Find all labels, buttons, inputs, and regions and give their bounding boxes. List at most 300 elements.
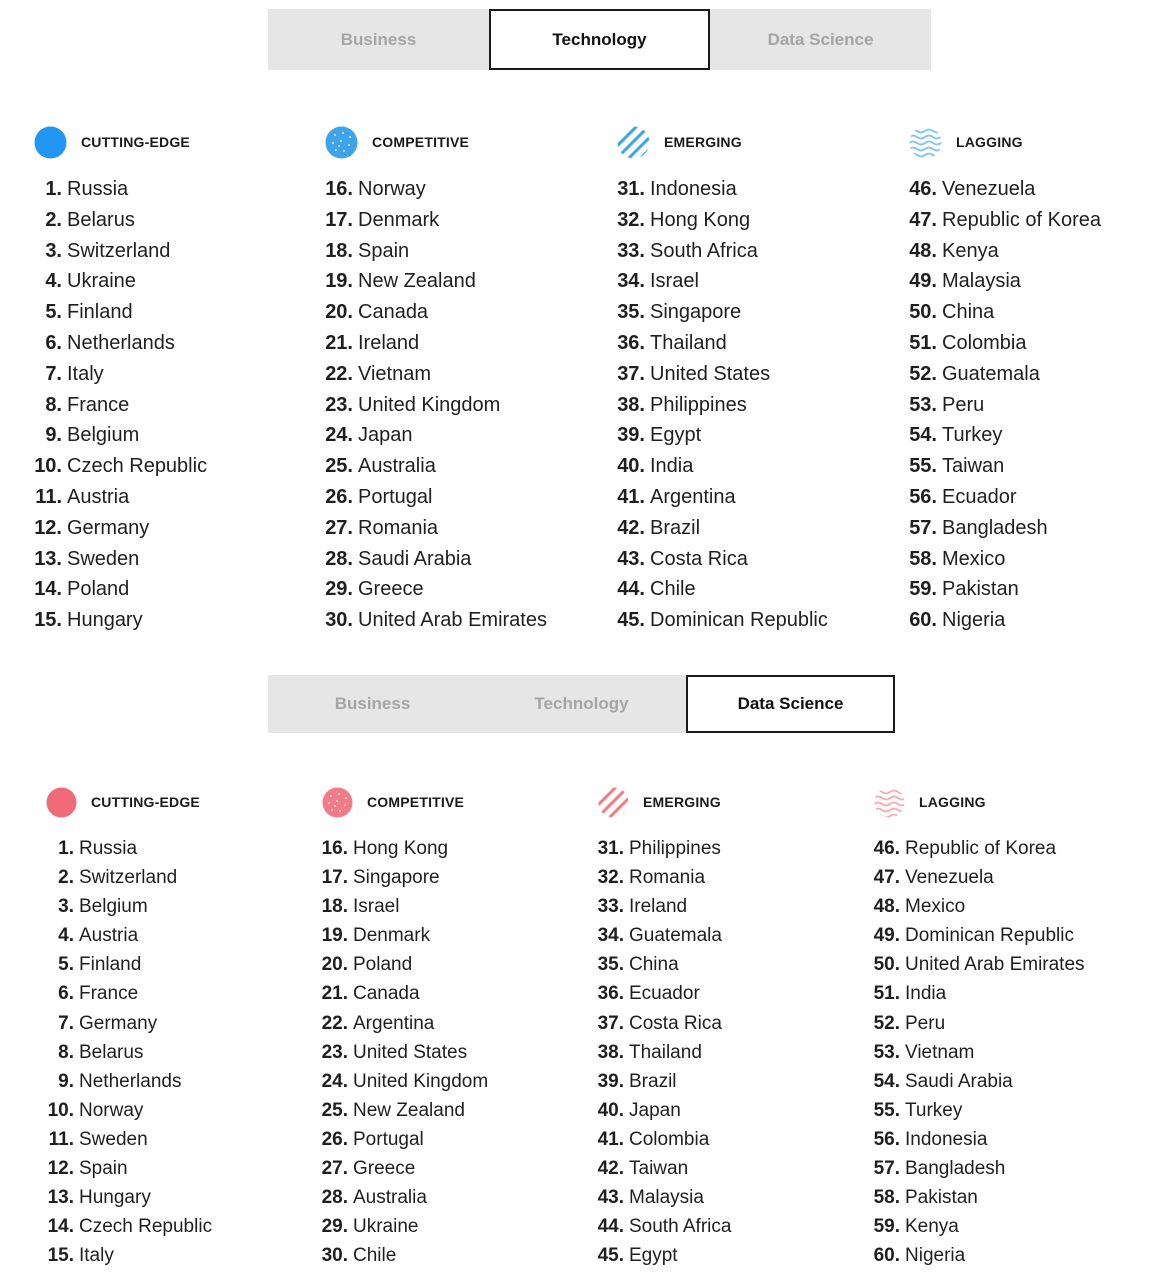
country-name: Republic of Korea xyxy=(905,838,1057,859)
category-label: EMERGING xyxy=(643,794,721,810)
list-item xyxy=(321,834,495,863)
country-name: Finland xyxy=(79,954,142,976)
list-item xyxy=(597,863,752,892)
rank-number: 27. xyxy=(325,516,353,539)
rank-number: 42. xyxy=(617,516,645,539)
list-item xyxy=(325,574,547,605)
country-name: Pakistan xyxy=(942,578,1019,601)
list-item xyxy=(321,892,495,921)
list-item xyxy=(325,328,547,359)
rank-number: 54. xyxy=(909,424,937,447)
list-item xyxy=(47,1241,233,1270)
country-name: Brazil xyxy=(629,1070,677,1092)
country-name: Belarus xyxy=(79,1041,144,1063)
rank-number: 35. xyxy=(597,954,624,976)
rank-number: 24. xyxy=(325,424,353,447)
country-name: Ecuador xyxy=(629,983,700,1005)
country-name: Argentina xyxy=(650,485,736,508)
country-name: Saudi Arabia xyxy=(905,1070,1013,1092)
list-item xyxy=(597,1125,752,1154)
country-name: Kenya xyxy=(905,1216,959,1238)
country-name: Sweden xyxy=(79,1128,148,1150)
country-name: Vietnam xyxy=(358,362,432,385)
rank-number: 22. xyxy=(321,1012,348,1034)
tab-business[interactable]: Business xyxy=(334,694,411,713)
country-list xyxy=(597,834,752,1270)
list-item xyxy=(45,420,223,451)
list-item xyxy=(45,205,223,236)
list-item xyxy=(45,266,223,297)
country-name: Russia xyxy=(67,178,129,200)
list-item xyxy=(47,1154,233,1183)
list-item xyxy=(58,834,233,863)
country-name: India xyxy=(650,455,694,478)
country-name: India xyxy=(905,983,947,1005)
list-item xyxy=(909,174,1101,205)
country-name: Dominican Republic xyxy=(905,925,1074,947)
country-name: Poland xyxy=(353,954,413,976)
country-list xyxy=(617,174,828,636)
country-list xyxy=(47,834,233,1270)
list-item xyxy=(597,979,752,1008)
country-name: Czech Republic xyxy=(79,1216,213,1238)
country-name: Ireland xyxy=(629,896,688,918)
country-name: Ukraine xyxy=(353,1216,419,1238)
rank-number: 41. xyxy=(597,1128,624,1150)
rank-number: 4. xyxy=(58,925,74,947)
rank-number: 43. xyxy=(597,1187,624,1209)
striped-circle-icon xyxy=(617,126,650,159)
list-item xyxy=(35,482,223,513)
rank-number: 56. xyxy=(873,1128,900,1150)
rank-number: 1. xyxy=(45,178,62,200)
list-item xyxy=(597,921,752,950)
dotted-circle-icon xyxy=(322,787,353,818)
rank-number: 29. xyxy=(325,578,353,601)
rank-number: 38. xyxy=(597,1041,624,1063)
list-item xyxy=(617,574,828,605)
list-item xyxy=(597,1067,752,1096)
rank-number: 21. xyxy=(325,331,353,354)
list-item xyxy=(58,950,233,979)
rank-number: 25. xyxy=(325,455,353,478)
list-item xyxy=(617,420,828,451)
list-item xyxy=(873,1067,1085,1096)
rank-number: 29. xyxy=(321,1216,348,1238)
list-item xyxy=(909,205,1101,236)
rank-number: 43. xyxy=(617,547,645,570)
rank-number: 2. xyxy=(58,867,74,889)
list-item xyxy=(597,1096,752,1125)
country-name: Peru xyxy=(942,393,985,416)
rank-number: 19. xyxy=(325,270,353,293)
rank-number: 12. xyxy=(34,516,62,539)
rank-number: 44. xyxy=(617,578,645,601)
rank-number: 15. xyxy=(47,1245,74,1267)
list-item xyxy=(909,605,1101,636)
country-name: Denmark xyxy=(353,925,431,947)
country-name: Brazil xyxy=(650,516,701,539)
country-name: Romania xyxy=(358,516,439,539)
list-item xyxy=(597,1038,752,1067)
list-item xyxy=(909,451,1101,482)
rank-number: 9. xyxy=(58,1070,74,1092)
country-name: Philippines xyxy=(629,838,721,859)
list-item xyxy=(45,359,223,390)
rank-number: 13. xyxy=(47,1187,74,1209)
rank-number: 15. xyxy=(34,609,62,632)
country-name: Kenya xyxy=(942,239,999,262)
list-item xyxy=(321,1241,495,1270)
list-item xyxy=(321,1009,495,1038)
rank-number: 56. xyxy=(909,485,937,508)
list-item xyxy=(617,359,828,390)
tab-data-science[interactable]: Data Science xyxy=(686,675,895,733)
country-name: Guatemala xyxy=(942,362,1040,385)
country-name: Netherlands xyxy=(67,331,175,354)
rank-number: 28. xyxy=(321,1187,348,1209)
rank-number: 2. xyxy=(45,208,62,231)
list-item xyxy=(321,863,495,892)
country-name: Spain xyxy=(79,1158,128,1180)
country-name: Malaysia xyxy=(942,270,1021,293)
country-list xyxy=(321,834,495,1270)
rank-number: 13. xyxy=(34,547,62,570)
country-name: Belgium xyxy=(67,424,140,447)
country-name: Dominican Republic xyxy=(650,609,828,632)
rank-number: 30. xyxy=(325,609,353,632)
rank-number: 1. xyxy=(58,838,74,859)
list-item xyxy=(321,979,495,1008)
list-item xyxy=(34,605,223,636)
list-item xyxy=(58,979,233,1008)
rank-number: 11. xyxy=(48,1128,74,1150)
list-item xyxy=(34,513,223,544)
tab-technology[interactable]: Technology xyxy=(489,9,710,70)
list-item xyxy=(909,328,1101,359)
list-item xyxy=(909,544,1101,575)
category-competitive xyxy=(325,124,547,636)
rank-number: 17. xyxy=(321,867,348,889)
country-name: Thailand xyxy=(650,331,727,354)
rank-number: 50. xyxy=(909,301,937,324)
list-item xyxy=(873,1154,1085,1183)
country-name: Peru xyxy=(905,1012,946,1034)
category-competitive xyxy=(321,784,489,1270)
rank-number: 23. xyxy=(325,393,353,416)
rank-number: 8. xyxy=(45,393,62,416)
rank-number: 32. xyxy=(617,208,645,231)
list-item xyxy=(873,1241,1085,1270)
country-name: South Africa xyxy=(650,239,758,262)
rank-number: 58. xyxy=(909,547,937,570)
category-label: LAGGING xyxy=(919,794,986,810)
list-item xyxy=(909,390,1101,421)
rank-number: 44. xyxy=(597,1216,624,1238)
country-name: Germany xyxy=(79,1012,158,1034)
list-item xyxy=(325,205,547,236)
rank-number: 10. xyxy=(34,455,62,478)
country-name: Egypt xyxy=(629,1245,678,1267)
rank-number: 51. xyxy=(909,331,937,354)
country-name: United States xyxy=(650,362,771,385)
country-list xyxy=(325,174,547,636)
rank-number: 5. xyxy=(45,301,62,324)
list-item xyxy=(617,605,828,636)
list-item xyxy=(45,390,223,421)
rank-number: 55. xyxy=(909,455,937,478)
country-name: Chile xyxy=(650,578,696,601)
list-item xyxy=(617,297,828,328)
country-name: Japan xyxy=(358,424,413,447)
tab-bar xyxy=(268,675,895,733)
country-name: Japan xyxy=(629,1099,681,1121)
country-name: Australia xyxy=(358,455,436,478)
country-name: Costa Rica xyxy=(629,1012,722,1034)
list-item xyxy=(597,1212,752,1241)
list-item xyxy=(873,1212,1085,1241)
rank-number: 45. xyxy=(597,1245,624,1267)
rank-number: 18. xyxy=(321,896,348,918)
list-item xyxy=(34,451,223,482)
list-item xyxy=(873,834,1085,863)
country-name: Indonesia xyxy=(650,178,737,200)
country-name: Nigeria xyxy=(942,609,1006,632)
list-item xyxy=(47,1183,233,1212)
list-item xyxy=(58,921,233,950)
list-item xyxy=(34,574,223,605)
rank-number: 7. xyxy=(58,1012,74,1034)
rank-number: 34. xyxy=(597,925,624,947)
country-name: Bangladesh xyxy=(942,516,1048,539)
country-name: Switzerland xyxy=(67,239,171,262)
list-item xyxy=(909,482,1101,513)
country-name: Hong Kong xyxy=(650,208,751,231)
rank-number: 3. xyxy=(58,896,74,918)
country-name: France xyxy=(67,393,130,416)
rank-number: 49. xyxy=(909,270,937,293)
country-name: Guatemala xyxy=(629,925,722,947)
country-name: Ecuador xyxy=(942,485,1017,508)
rank-number: 8. xyxy=(58,1041,74,1063)
list-item xyxy=(909,513,1101,544)
list-item xyxy=(321,1212,495,1241)
country-name: Austria xyxy=(79,925,139,947)
country-name: Taiwan xyxy=(942,455,1005,478)
rank-number: 28. xyxy=(325,547,353,570)
list-item xyxy=(597,1183,752,1212)
country-name: Nigeria xyxy=(905,1245,966,1267)
list-item xyxy=(325,544,547,575)
solid-circle-icon xyxy=(34,126,67,159)
list-item xyxy=(321,950,495,979)
rank-number: 39. xyxy=(617,424,645,447)
rank-number: 39. xyxy=(597,1070,624,1092)
rank-number: 53. xyxy=(873,1041,900,1063)
country-name: United Arab Emirates xyxy=(358,609,547,632)
country-list xyxy=(909,174,1101,636)
country-name: Costa Rica xyxy=(650,547,748,570)
rank-number: 47. xyxy=(873,867,900,889)
list-item xyxy=(48,1125,233,1154)
tab-business[interactable]: Business xyxy=(340,29,417,49)
list-item xyxy=(325,390,547,421)
list-item xyxy=(873,979,1085,1008)
rank-number: 45. xyxy=(617,609,645,632)
category-emerging xyxy=(597,784,732,1270)
country-name: Philippines xyxy=(650,393,747,416)
rank-number: 55. xyxy=(873,1099,900,1121)
country-name: China xyxy=(629,954,679,976)
list-item xyxy=(58,863,233,892)
country-name: Greece xyxy=(353,1158,416,1180)
country-name: Republic of Korea xyxy=(942,208,1101,231)
country-name: United States xyxy=(353,1041,468,1063)
rank-number: 60. xyxy=(873,1245,900,1267)
rank-number: 7. xyxy=(45,362,62,385)
rank-number: 60. xyxy=(909,609,937,632)
rank-number: 16. xyxy=(321,838,348,859)
country-name: Mexico xyxy=(905,896,966,918)
country-name: Bangladesh xyxy=(905,1158,1006,1180)
list-item xyxy=(321,1067,495,1096)
rank-number: 52. xyxy=(873,1012,900,1034)
country-name: Portugal xyxy=(358,485,433,508)
country-name: United Arab Emirates xyxy=(905,954,1085,976)
rank-number: 20. xyxy=(325,301,353,324)
list-item xyxy=(321,1096,495,1125)
country-name: Australia xyxy=(353,1187,427,1209)
country-name: Switzerland xyxy=(79,867,178,889)
rank-number: 47. xyxy=(909,208,937,231)
category-emerging xyxy=(617,124,828,636)
country-name: Greece xyxy=(358,578,424,601)
list-item xyxy=(873,921,1085,950)
rank-number: 27. xyxy=(321,1158,348,1180)
country-name: Venezuela xyxy=(905,867,994,889)
list-item xyxy=(873,1183,1085,1212)
list-item xyxy=(597,1241,752,1270)
rank-number: 12. xyxy=(47,1158,74,1180)
list-item xyxy=(321,921,495,950)
country-name: Singapore xyxy=(650,301,742,324)
rank-number: 31. xyxy=(597,838,624,859)
list-item xyxy=(873,950,1085,979)
country-name: Denmark xyxy=(358,208,440,231)
country-name: Turkey xyxy=(942,424,1003,447)
list-item xyxy=(617,390,828,421)
rank-number: 41. xyxy=(617,485,645,508)
country-name: Saudi Arabia xyxy=(358,547,472,570)
list-item xyxy=(873,892,1085,921)
country-name: France xyxy=(79,983,139,1005)
rank-number: 18. xyxy=(325,239,353,262)
tab-data-science[interactable]: Data Science xyxy=(767,29,874,49)
list-item xyxy=(909,297,1101,328)
list-item xyxy=(321,1183,495,1212)
list-item xyxy=(45,236,223,267)
rank-number: 59. xyxy=(909,578,937,601)
list-item xyxy=(58,1009,233,1038)
category-label: LAGGING xyxy=(956,134,1023,150)
country-name: Italy xyxy=(79,1245,114,1267)
country-name: Austria xyxy=(67,485,130,508)
rank-number: 50. xyxy=(873,954,900,976)
tab-technology[interactable]: Technology xyxy=(534,694,629,713)
rank-number: 57. xyxy=(873,1158,900,1180)
category-cutting-edge xyxy=(34,124,208,636)
rank-number: 42. xyxy=(597,1158,624,1180)
list-item xyxy=(909,236,1101,267)
rank-number: 38. xyxy=(617,393,645,416)
rank-number: 36. xyxy=(597,983,624,1005)
list-item xyxy=(873,1009,1085,1038)
rank-number: 10. xyxy=(47,1099,74,1121)
country-name: Finland xyxy=(67,301,133,324)
rank-number: 36. xyxy=(617,331,645,354)
country-name: Thailand xyxy=(629,1041,702,1063)
list-item xyxy=(617,266,828,297)
rank-number: 23. xyxy=(321,1041,348,1063)
dotted-circle-icon xyxy=(325,126,358,159)
rank-number: 25. xyxy=(321,1099,348,1121)
list-item xyxy=(325,266,547,297)
list-item xyxy=(325,359,547,390)
rank-number: 17. xyxy=(325,208,353,231)
country-name: Netherlands xyxy=(79,1070,182,1092)
striped-circle-icon xyxy=(598,787,629,818)
rank-number: 59. xyxy=(873,1216,900,1238)
country-name: South Africa xyxy=(629,1216,732,1238)
list-item xyxy=(617,513,828,544)
country-name: Venezuela xyxy=(942,178,1036,200)
rank-number: 31. xyxy=(617,178,645,200)
list-item xyxy=(45,297,223,328)
list-item xyxy=(325,482,547,513)
country-name: New Zealand xyxy=(353,1099,465,1121)
list-item xyxy=(873,1125,1085,1154)
list-item xyxy=(873,1038,1085,1067)
country-name: Romania xyxy=(629,867,706,889)
rank-number: 26. xyxy=(321,1128,348,1150)
rank-number: 11. xyxy=(35,485,62,508)
category-cutting-edge xyxy=(46,784,213,1270)
rank-number: 14. xyxy=(47,1216,74,1238)
rank-number: 19. xyxy=(321,925,348,947)
category-label: EMERGING xyxy=(664,134,742,150)
list-item xyxy=(597,1154,752,1183)
wavy-circle-icon xyxy=(874,787,905,818)
list-item xyxy=(325,420,547,451)
rank-number: 53. xyxy=(909,393,937,416)
country-name: Sweden xyxy=(67,547,140,570)
country-name: Vietnam xyxy=(905,1041,975,1063)
rank-number: 46. xyxy=(873,838,900,859)
country-name: Norway xyxy=(79,1099,144,1121)
list-item xyxy=(47,1096,233,1125)
country-name: Colombia xyxy=(629,1128,710,1150)
country-list xyxy=(873,834,1085,1270)
category-label: COMPETITIVE xyxy=(367,794,465,810)
tab-bar xyxy=(268,9,931,70)
rank-number: 20. xyxy=(321,954,348,976)
rank-number: 40. xyxy=(617,455,645,478)
list-item xyxy=(597,950,752,979)
rank-number: 6. xyxy=(45,331,62,354)
list-item xyxy=(909,420,1101,451)
country-name: Colombia xyxy=(942,331,1027,354)
category-label: CUTTING-EDGE xyxy=(91,794,200,810)
